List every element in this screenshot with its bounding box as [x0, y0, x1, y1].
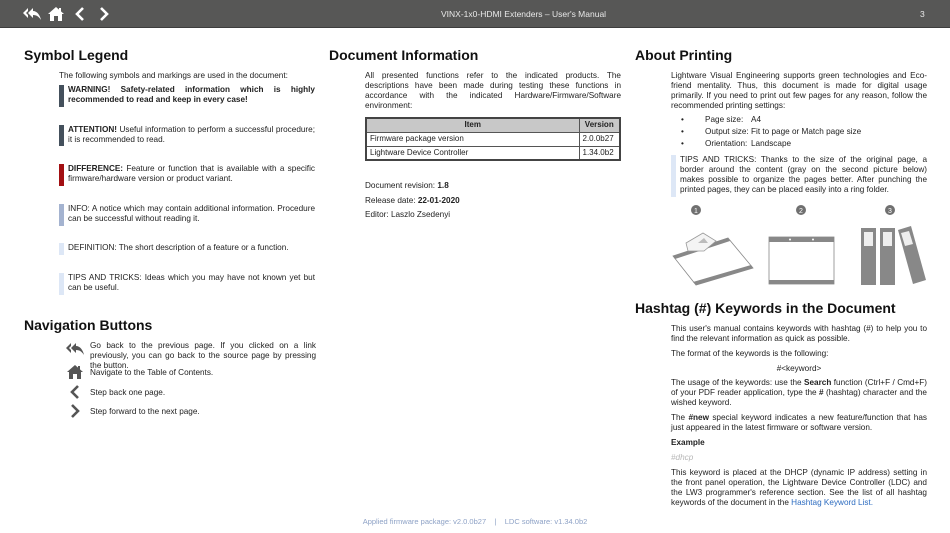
footer [0, 517, 950, 527]
back-icon [65, 341, 85, 357]
hashtag-p3: The usage of the keywords: use the Search function (Ctrl+F / Cmd+F) of your PDF reader application, type the # (hashtag) character and the wished keyword. [671, 378, 927, 407]
editor-value: Laszlo Zsedenyi [390, 210, 451, 219]
printing-tips-box [671, 155, 927, 197]
hashtag-keyword-list-link[interactable]: Hashtag Keyword List. [791, 498, 874, 507]
editor-label: Editor: [365, 210, 389, 219]
hashtag-p1: This user's manual contains keywords with hashtag (#) to help you to find the relevant information as quick as possible. [671, 324, 927, 343]
nav-item-text: Go back to the previous page. If you clicked on a link previously, you can go back to the source page by pressing the button. [90, 341, 316, 370]
difference-box [59, 164, 315, 186]
nav-item-home [65, 364, 213, 380]
release-label: Release date: [365, 196, 416, 205]
back-icon[interactable] [22, 5, 42, 23]
table-cell: 1.34.0b2 [579, 146, 620, 160]
nav-item-text: Step back one page. [90, 388, 166, 397]
hashtag-p4: The #new special keyword indicates a new feature/function that has just appeared in the latest firmware or software version. [671, 413, 927, 432]
next-page-icon [65, 403, 85, 419]
nav-item-next [65, 403, 200, 419]
nav-item-prev [65, 384, 165, 400]
print-setting: • Output size: Fit to page or Match page size [671, 126, 861, 138]
table-row [366, 146, 620, 160]
revision-label: Document revision: [365, 181, 436, 190]
example-label: Example [671, 438, 705, 447]
table-header-item: Item [366, 118, 579, 132]
table-row [366, 132, 620, 146]
print-settings-list [671, 114, 861, 150]
nav-item-text: Navigate to the Table of Contents. [90, 368, 214, 377]
svg-text:1: 1 [694, 208, 698, 215]
svg-text:3: 3 [888, 208, 892, 215]
definition-box [59, 243, 315, 255]
print-setting: • Page size: A4 [671, 114, 861, 126]
about-printing-intro: Lightware Visual Engineering supports green technologies and Eco-friend mentality. Thus, this document is made for digital usage primarily. If you need to print out few pages for any reason, follow the recommended printing settings: [671, 71, 927, 110]
prev-page-icon[interactable] [70, 5, 90, 23]
symbol-legend-intro: The following symbols and markings are used in the document: [59, 71, 288, 80]
warning-label: WARNING! [68, 85, 111, 94]
example-keyword: #dhcp [671, 453, 694, 462]
warning-box [59, 85, 315, 107]
table-header-version: Version [579, 118, 620, 132]
nav-item-text: Step forward to the next page. [90, 407, 200, 416]
figure-1-hole-punch [673, 205, 753, 285]
editor [365, 210, 450, 220]
table-cell: Lightware Device Controller [366, 146, 579, 160]
table-cell: Firmware package version [366, 132, 579, 146]
release-date [365, 196, 460, 206]
svg-text:2: 2 [799, 208, 803, 215]
footer-ldc: LDC software: v1.34.0b2 [504, 517, 588, 526]
document-revision [365, 181, 449, 191]
symbol-legend-heading: Symbol Legend [24, 47, 129, 63]
hashtag-heading: Hashtag (#) Keywords in the Document [635, 300, 896, 316]
document-information-heading: Document Information [329, 47, 479, 63]
version-table [365, 117, 621, 161]
home-icon [65, 364, 85, 380]
attention-label: ATTENTION! [68, 125, 117, 134]
revision-value: 1.8 [437, 181, 449, 190]
hashtag-format: #<keyword> [776, 364, 822, 373]
footer-separator: | [494, 517, 497, 526]
prev-page-icon [65, 384, 85, 400]
next-page-icon[interactable] [94, 5, 114, 23]
print-setting: • Orientation: Landscape [671, 138, 861, 150]
top-bar [0, 0, 950, 28]
nav-icons [22, 5, 114, 23]
definition-text: DEFINITION: The short description of a feature or a function. [68, 243, 289, 252]
release-value: 22-01-2020 [417, 196, 460, 205]
info-box [59, 204, 315, 226]
warning-text: Safety-related information which is highly recommended to read and keep in every case! [68, 85, 315, 104]
document-title: VINX-1x0-HDMI Extenders – User's Manual [441, 9, 607, 19]
difference-label: DIFFERENCE: [68, 164, 124, 173]
footer-firmware: Applied firmware package: v2.0.0b27 [362, 517, 487, 526]
attention-box [59, 125, 315, 146]
figure-3-ring-folders [861, 205, 926, 285]
info-text: INFO: A notice which may contain additional information. Procedure can be successful without reading it. [68, 204, 315, 223]
page-number: 3 [920, 9, 925, 19]
printing-tips-text: TIPS AND TRICKS: Thanks to the size of the original page, a border around the content (gray on the second picture below) makes possible to organize the pages better. After punching the printed pages, they can be placed easily into a ring folder. [680, 155, 927, 194]
table-cell: 2.0.0b27 [579, 132, 620, 146]
navigation-buttons-heading: Navigation Buttons [24, 317, 153, 333]
home-icon[interactable] [46, 5, 66, 23]
hashtag-p2: The format of the keywords is the following: [671, 349, 829, 358]
tips-text: TIPS AND TRICKS: Ideas which you may have not known yet but can be useful. [68, 273, 315, 292]
difference-text: Feature or function that is available with a specific firmware/hardware version or product variant. [68, 164, 315, 183]
hashtag-p5: This keyword is placed at the DHCP (dynamic IP address) setting in the front panel operation, the Lightware Device Controller (LDC) and the LW3 programmer's reference section. See the list of all hashtag keywords of the document in the Hashtag Keyword List. [671, 468, 927, 507]
attention-text: Useful information to perform a successful procedure; it is recommended to read. [68, 125, 315, 144]
about-printing-heading: About Printing [635, 47, 733, 63]
document-information-intro: All presented functions refer to the indicated products. The descriptions have been made during testing these functions in accordance with the indicated Hardware/Firmware/Software environment: [365, 71, 621, 110]
tips-box [59, 273, 315, 295]
figure-2-page-border [769, 205, 834, 284]
printing-illustration [668, 203, 938, 288]
